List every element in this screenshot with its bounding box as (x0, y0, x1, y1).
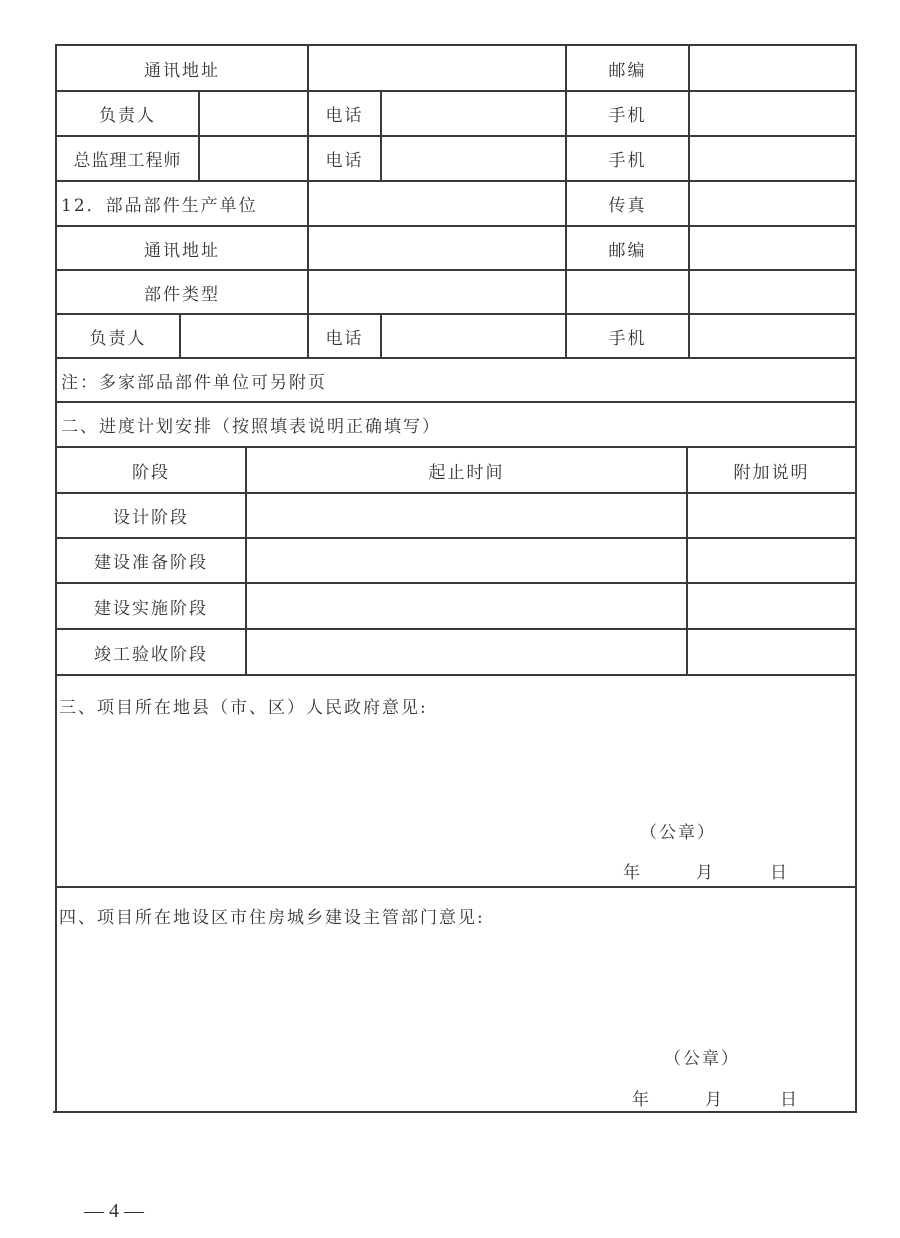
producer-person-input[interactable] (181, 315, 307, 357)
county-seal-label: （公章） (640, 823, 716, 843)
remark-input[interactable] (688, 539, 855, 582)
remark-input[interactable] (688, 630, 855, 674)
row-divider (55, 886, 857, 888)
remark-input[interactable] (688, 584, 855, 628)
component-type-extra-input[interactable] (690, 271, 855, 313)
table-border-bottom (53, 1111, 856, 1113)
mobile-label: 手机 (608, 106, 647, 126)
city-dept-opinion-title: 四、项目所在地设区市住房城乡建设主管部门意见: (59, 908, 485, 928)
person-in-charge-input[interactable] (200, 92, 307, 135)
chief-supervisor-input[interactable] (200, 137, 307, 180)
schedule-header-remark: 附加说明 (733, 462, 810, 483)
component-type-label: 部件类型 (144, 284, 220, 305)
table-border-right (855, 44, 857, 1113)
phone-label: 电话 (325, 106, 364, 126)
period-input[interactable] (247, 630, 686, 674)
person-in-charge-label: 负责人 (99, 106, 156, 126)
row-divider (55, 674, 857, 676)
fax-input[interactable] (690, 182, 855, 225)
phone-label-2: 电话 (325, 151, 364, 171)
schedule-section-title: 二、进度计划安排（按照填表说明正确填写） (61, 417, 441, 437)
mobile-input[interactable] (690, 92, 855, 135)
county-month-label: 月 (696, 863, 715, 883)
producer-note: 注：多家部品部件单位可另附页 (61, 372, 327, 393)
schedule-header-period: 起止时间 (428, 462, 505, 483)
county-opinion-input[interactable] (60, 725, 850, 815)
chief-supervisor-label: 总监理工程师 (73, 151, 182, 171)
address-label: 通讯地址 (144, 60, 220, 81)
producer-phone-input[interactable] (382, 315, 565, 357)
postcode-input[interactable] (690, 46, 855, 90)
city-dept-opinion-input[interactable] (60, 935, 850, 1035)
component-producer-input[interactable] (309, 182, 565, 225)
city-month-label: 月 (705, 1090, 724, 1110)
city-seal-label: （公章） (664, 1049, 740, 1069)
component-type-extra-cell[interactable] (567, 271, 688, 313)
producer-mobile-label: 手机 (608, 328, 647, 349)
producer-person-label: 负责人 (89, 328, 147, 349)
component-producer-title: 12．部品部件生产单位 (61, 196, 258, 216)
producer-postcode-input[interactable] (690, 227, 855, 269)
producer-address-input[interactable] (309, 227, 565, 269)
phone-input[interactable] (382, 92, 565, 135)
county-opinion-title: 三、项目所在地县（市、区）人民政府意见: (59, 698, 428, 718)
mobile-input-2[interactable] (690, 137, 855, 180)
component-type-input[interactable] (309, 271, 565, 313)
producer-mobile-input[interactable] (690, 315, 855, 357)
producer-address-label: 通讯地址 (144, 240, 220, 261)
producer-postcode-label: 邮编 (608, 240, 647, 261)
postcode-label: 邮编 (608, 60, 647, 81)
stage-label: 建设实施阶段 (94, 598, 208, 619)
remark-input[interactable] (688, 494, 855, 537)
county-day-label: 日 (770, 863, 789, 883)
stage-label: 建设准备阶段 (94, 553, 208, 573)
period-input[interactable] (247, 494, 686, 537)
period-input[interactable] (247, 539, 686, 582)
city-year-label: 年 (632, 1090, 651, 1110)
phone-input-2[interactable] (382, 137, 565, 180)
producer-phone-label: 电话 (325, 328, 364, 349)
stage-label: 设计阶段 (113, 508, 189, 528)
mobile-label-2: 手机 (608, 151, 647, 171)
stage-label: 竣工验收阶段 (94, 644, 208, 665)
city-day-label: 日 (780, 1090, 799, 1110)
fax-label: 传真 (608, 196, 647, 216)
schedule-header-stage: 阶段 (132, 462, 170, 483)
address-input[interactable] (309, 46, 565, 90)
page-number: — 4 — (84, 1200, 144, 1222)
period-input[interactable] (247, 584, 686, 628)
county-year-label: 年 (623, 863, 642, 883)
